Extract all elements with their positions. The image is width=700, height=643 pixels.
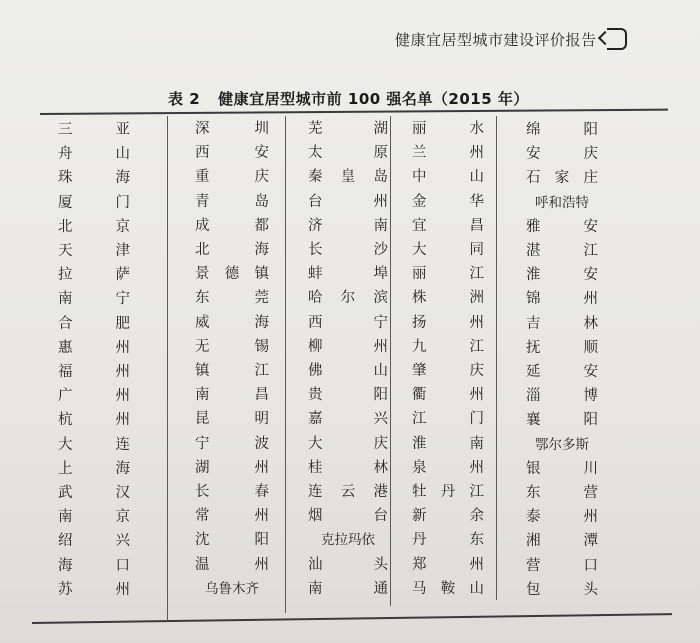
city-name: 呼和浩特	[535, 194, 589, 211]
city-name: 克拉玛依	[321, 532, 375, 549]
city-name: 蚌 埠	[308, 266, 388, 283]
city-name: 台 州	[308, 193, 388, 210]
city-name: 汕 头	[308, 556, 388, 573]
city-name: 丽 江	[412, 266, 484, 283]
city-name: 襄 阳	[526, 412, 598, 429]
city-name: 杭 州	[58, 412, 130, 429]
city-name: 无 锡	[195, 338, 269, 355]
city-name: 芜 湖	[308, 121, 388, 137]
city-name: 常 州	[195, 508, 269, 525]
city-name: 中 山	[412, 169, 484, 186]
city-name: 丹 东	[412, 532, 484, 549]
city-name: 广 州	[58, 388, 130, 405]
city-name: 宜 昌	[412, 217, 484, 234]
city-name: 柳 州	[308, 338, 388, 355]
city-name: 湘 潭	[526, 533, 598, 550]
city-name: 银 川	[526, 460, 598, 477]
city-name: 连 云 港	[308, 484, 388, 500]
column-divider	[167, 116, 168, 621]
city-name: 乌鲁木齐	[205, 580, 259, 597]
city-name: 北 海	[195, 242, 269, 258]
city-name: 东 营	[526, 485, 598, 501]
city-name: 珠 海	[58, 170, 130, 187]
city-name: 肇 庆	[412, 363, 484, 379]
table-title	[168, 88, 529, 109]
city-name: 海 口	[58, 557, 130, 574]
city-name: 绵 阳	[526, 122, 598, 138]
city-name: 牡 丹 江	[412, 484, 484, 500]
city-name: 成 都	[195, 217, 269, 234]
city-name: 绍 兴	[58, 533, 130, 550]
city-name: 株 洲	[412, 290, 484, 307]
city-name: 太 原	[308, 145, 388, 162]
city-name: 淮 南	[412, 435, 484, 452]
city-name: 惠 州	[58, 339, 130, 356]
city-name: 泰 州	[526, 509, 598, 526]
table-top-rule	[40, 109, 668, 115]
city-name: 东 莞	[195, 290, 269, 307]
city-name: 昆 明	[195, 411, 269, 428]
city-name: 淮 安	[526, 267, 598, 284]
city-name: 哈 尔 滨	[308, 290, 388, 307]
running-title: 健康宜居型城市建设评价报告	[395, 30, 597, 49]
city-name: 丽 水	[412, 121, 484, 137]
city-name: 锦 州	[526, 291, 598, 308]
city-name: 济 南	[308, 217, 388, 234]
city-name: 大 庆	[308, 435, 388, 452]
city-name: 大 连	[58, 436, 130, 453]
city-name: 长 春	[195, 484, 269, 500]
city-name: 金 华	[412, 193, 484, 210]
city-name: 吉 林	[526, 315, 598, 332]
city-name: 武 汉	[58, 485, 130, 501]
city-name: 青 岛	[195, 193, 269, 210]
city-name: 嘉 兴	[308, 411, 388, 428]
table-bottom-rule	[32, 613, 672, 624]
city-name: 福 州	[58, 364, 130, 380]
city-name: 南 京	[58, 509, 130, 526]
city-name: 苏 州	[58, 581, 130, 598]
city-name: 舟 山	[58, 146, 130, 163]
column-divider	[285, 116, 286, 613]
city-name: 马 鞍 山	[412, 580, 484, 597]
city-name: 鄂尔多斯	[535, 436, 589, 453]
city-name: 湛 江	[526, 243, 598, 259]
column-divider	[390, 116, 391, 606]
city-name: 石 家 庄	[526, 170, 598, 187]
table-caption: 健康宜居型城市前 100 强名单（2015 年）	[218, 90, 529, 108]
city-name: 温 州	[195, 556, 269, 573]
city-name: 沈 阳	[195, 532, 269, 549]
city-name: 衢 州	[412, 387, 484, 404]
city-name: 深 圳	[195, 121, 269, 137]
city-name: 安 庆	[526, 146, 598, 163]
running-header	[395, 28, 627, 50]
city-name: 南 宁	[58, 291, 130, 308]
city-name: 佛 山	[308, 363, 388, 379]
city-name: 长 沙	[308, 242, 388, 258]
city-name: 郑 州	[412, 556, 484, 573]
city-name: 合 肥	[58, 315, 130, 332]
city-name: 兰 州	[412, 145, 484, 162]
city-name: 延 安	[526, 364, 598, 380]
city-name: 泉 州	[412, 459, 484, 476]
city-name: 宁 波	[195, 435, 269, 452]
city-name: 南 通	[308, 580, 388, 597]
city-name: 包 头	[526, 581, 598, 598]
city-name: 桂 林	[308, 459, 388, 476]
city-name: 湖 州	[195, 459, 269, 476]
city-name: 贵 阳	[308, 387, 388, 404]
column-divider	[496, 116, 497, 600]
city-name: 南 昌	[195, 387, 269, 404]
city-name: 天 津	[58, 243, 130, 259]
city-name: 西 安	[195, 145, 269, 162]
city-name: 镇 江	[195, 363, 269, 379]
city-name: 厦 门	[58, 194, 130, 211]
city-name: 西 宁	[308, 314, 388, 331]
city-name: 拉 萨	[58, 267, 130, 284]
city-name: 三 亚	[58, 122, 130, 138]
city-name: 扬 州	[412, 314, 484, 331]
city-name: 淄 博	[526, 388, 598, 405]
city-name: 北 京	[58, 218, 130, 235]
city-name: 抚 顺	[526, 339, 598, 356]
city-name: 上 海	[58, 460, 130, 477]
city-name: 秦 皇 岛	[308, 169, 388, 186]
city-name: 雅 安	[526, 218, 598, 235]
city-name: 营 口	[526, 557, 598, 574]
city-name: 威 海	[195, 314, 269, 331]
city-name: 景 德 镇	[195, 266, 269, 283]
city-name: 九 江	[412, 338, 484, 355]
city-name: 新 余	[412, 508, 484, 525]
table-number: 表 2	[168, 90, 201, 108]
city-name: 重 庆	[195, 169, 269, 186]
city-name: 大 同	[412, 242, 484, 258]
city-name: 烟 台	[308, 508, 388, 525]
chapter-mark-icon	[607, 28, 627, 50]
city-name: 江 门	[412, 411, 484, 428]
